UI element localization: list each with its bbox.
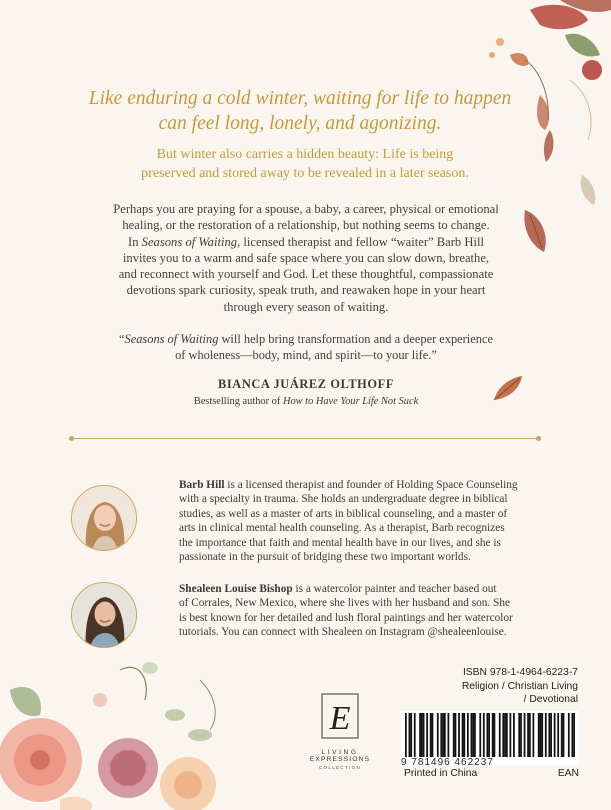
barcode-bar <box>548 713 550 757</box>
barcode-bar <box>492 713 494 757</box>
barcode-bar <box>419 713 421 757</box>
barcode-bar <box>520 713 522 757</box>
printed-in: Printed in China <box>404 768 478 779</box>
barcode-bar <box>545 713 547 757</box>
watercolor-florals-decoration <box>0 640 260 810</box>
isbn-number: ISBN 978-1-4964-6223-7 <box>462 667 578 678</box>
barcode-bar <box>440 713 442 757</box>
illustrator-photo <box>71 582 137 648</box>
category-line-1: Religion / Christian Living <box>461 680 578 692</box>
barcode-bar <box>474 713 476 757</box>
quote-line-1 <box>90 331 522 347</box>
book-description <box>82 201 530 315</box>
bio-line: with a specialty in trauma. She holds an undergraduate degree in biblical <box>179 493 508 506</box>
barcode-bar <box>550 713 552 757</box>
author-name: Barb Hill <box>179 479 225 491</box>
author-portrait-icon <box>72 486 137 551</box>
headline <box>60 86 540 136</box>
barcode-bar <box>557 713 559 757</box>
description-line: Perhaps you are praying for a spouse, a baby, a career, physical or emotional <box>113 202 499 216</box>
barcode-bar <box>421 713 423 757</box>
printed-line <box>404 768 579 779</box>
barcode-bar <box>426 713 428 757</box>
barcode-bar <box>533 713 535 757</box>
publisher-line-1: LIVING <box>321 749 359 756</box>
barcode-bar <box>494 713 496 757</box>
author-bio <box>179 478 554 564</box>
barcode-bar <box>573 713 575 757</box>
bio-line: of Corrales, New Mexico, where she lives with her husband and son. She <box>179 597 510 610</box>
barcode-bar <box>504 713 506 757</box>
barcode-bar <box>409 713 411 757</box>
description-text: , licensed therapist and fellow “waiter” Barb Hill <box>237 234 484 249</box>
category-line-2: / Devotional <box>523 694 578 705</box>
subhead-line-1: But winter also carries a hidden beauty: Life is being <box>156 147 454 162</box>
barcode-bar <box>561 713 563 757</box>
barcode-bar <box>453 713 455 757</box>
quote-text: will help bring transformation and a deeper experience <box>218 332 493 346</box>
barcode-bar <box>527 713 529 757</box>
publisher-logo <box>304 692 376 770</box>
barcode-bar <box>486 713 488 757</box>
barcode-bar <box>471 713 473 757</box>
illustrator-name: Shealeen Louise Bishop <box>179 583 293 595</box>
book-title-inline: Seasons of Waiting <box>124 332 219 346</box>
logo-letter: E <box>329 700 351 737</box>
barcode-bar <box>524 713 526 757</box>
open-quote: “ <box>119 332 125 346</box>
barcode-bar <box>448 713 450 757</box>
barcode-bar <box>414 713 416 757</box>
description-line <box>82 234 530 250</box>
bio-line: is best known for her detailed and lush floral paintings and her watercolor <box>179 611 513 624</box>
headline-line-2: can feel long, lonely, and agonizing. <box>158 113 442 134</box>
barcode-bar <box>571 713 573 757</box>
description-line: healing, or the restoration of a relationship, but nothing seems to change. <box>122 218 490 233</box>
bio-line <box>179 582 554 596</box>
description-line: through every season of waiting. <box>223 299 389 314</box>
barcode-bar <box>430 713 432 757</box>
endorsement-author: BIANCA JUÁREZ OLTHOFF <box>218 377 394 391</box>
barcode-bar <box>458 713 460 757</box>
bio-line: arts in clinical mental health counseling. As a therapist, Barb recognizes <box>179 522 505 535</box>
barcode-bar <box>488 713 490 757</box>
bio-line: the importance that faith and mental health have in our lives, and she is <box>179 536 501 549</box>
credit-book-title: How to Have Your Life Not Suck <box>282 396 419 407</box>
barcode-bar <box>540 713 542 757</box>
barcode-bar <box>506 713 508 757</box>
bio-text: is a watercolor painter and teacher based out <box>292 583 497 595</box>
book-title-inline: Seasons of Waiting <box>141 234 238 249</box>
barcode-bar <box>538 713 540 757</box>
barcode-bar <box>444 713 446 757</box>
barcode-bar <box>518 713 520 757</box>
barcode-bar <box>472 713 474 757</box>
barcode-bar <box>483 713 485 757</box>
isbn-block <box>410 666 578 707</box>
barcode-bar <box>437 713 439 757</box>
barcode-bar <box>499 713 501 757</box>
description-text: In <box>128 234 142 249</box>
description-line: devotions spark curiosity, speak truth, and reawaken hope in your heart <box>126 283 486 298</box>
subhead <box>90 145 520 183</box>
barcode-bar <box>509 713 511 757</box>
description-line: invites you to a warm and safe space where you can slow down, breathe, <box>122 250 490 265</box>
headline-line-1: Like enduring a cold winter, waiting for life to happen <box>88 88 512 109</box>
barcode-digits: 9 781496 462237 <box>401 757 494 768</box>
gold-divider <box>72 438 538 439</box>
illustrator-portrait-icon <box>72 583 137 648</box>
author-photo <box>71 485 137 551</box>
barcode-bar <box>455 713 457 757</box>
publisher-line-3: COLLECTION <box>318 765 362 770</box>
credit-text: Bestselling author of <box>193 396 283 407</box>
barcode-bar <box>502 713 504 757</box>
barcode-bar <box>463 713 465 757</box>
barcode-bar <box>554 713 556 757</box>
living-expressions-logo-icon <box>320 692 360 740</box>
bio-line <box>179 478 554 492</box>
barcode-bar <box>442 713 444 757</box>
barcode-bar <box>568 713 570 757</box>
barcode-bar <box>467 713 469 757</box>
illustrator-bio <box>179 582 554 640</box>
barcode-bar <box>479 713 481 757</box>
barcode-bar <box>529 713 531 757</box>
barcode-bar <box>563 713 565 757</box>
quote-line-2: of wholeness—body, mind, and spirit—to your life.” <box>175 348 437 362</box>
bio-line: studies, as well as a master of arts in biblical counseling, and a master of <box>179 507 508 520</box>
endorsement-credit <box>90 396 522 407</box>
barcode-bar <box>410 713 412 757</box>
subhead-line-2: preserved and stored away to be revealed in a later season. <box>141 166 469 181</box>
description-line: and reconnect with yourself and God. Let these thoughtful, compassionate <box>118 267 494 282</box>
barcode-bar <box>462 713 464 757</box>
ean-label: EAN <box>557 768 579 779</box>
barcode-bar <box>405 713 407 757</box>
endorsement-quote <box>90 331 522 363</box>
barcode-bar <box>423 713 425 757</box>
barcode-bar <box>513 713 515 757</box>
bio-line: passionate in the pursuit of bridging these two important worlds. <box>179 551 471 564</box>
bio-line: tutorials. You can connect with Shealeen on Instagram @shealeenlouise. <box>179 626 507 639</box>
bio-text: is a licensed therapist and founder of Holding Space Counseling <box>224 479 518 491</box>
barcode-bar <box>541 713 543 757</box>
barcode-bar <box>432 713 434 757</box>
publisher-line-2: EXPRESSIONS <box>309 756 371 763</box>
